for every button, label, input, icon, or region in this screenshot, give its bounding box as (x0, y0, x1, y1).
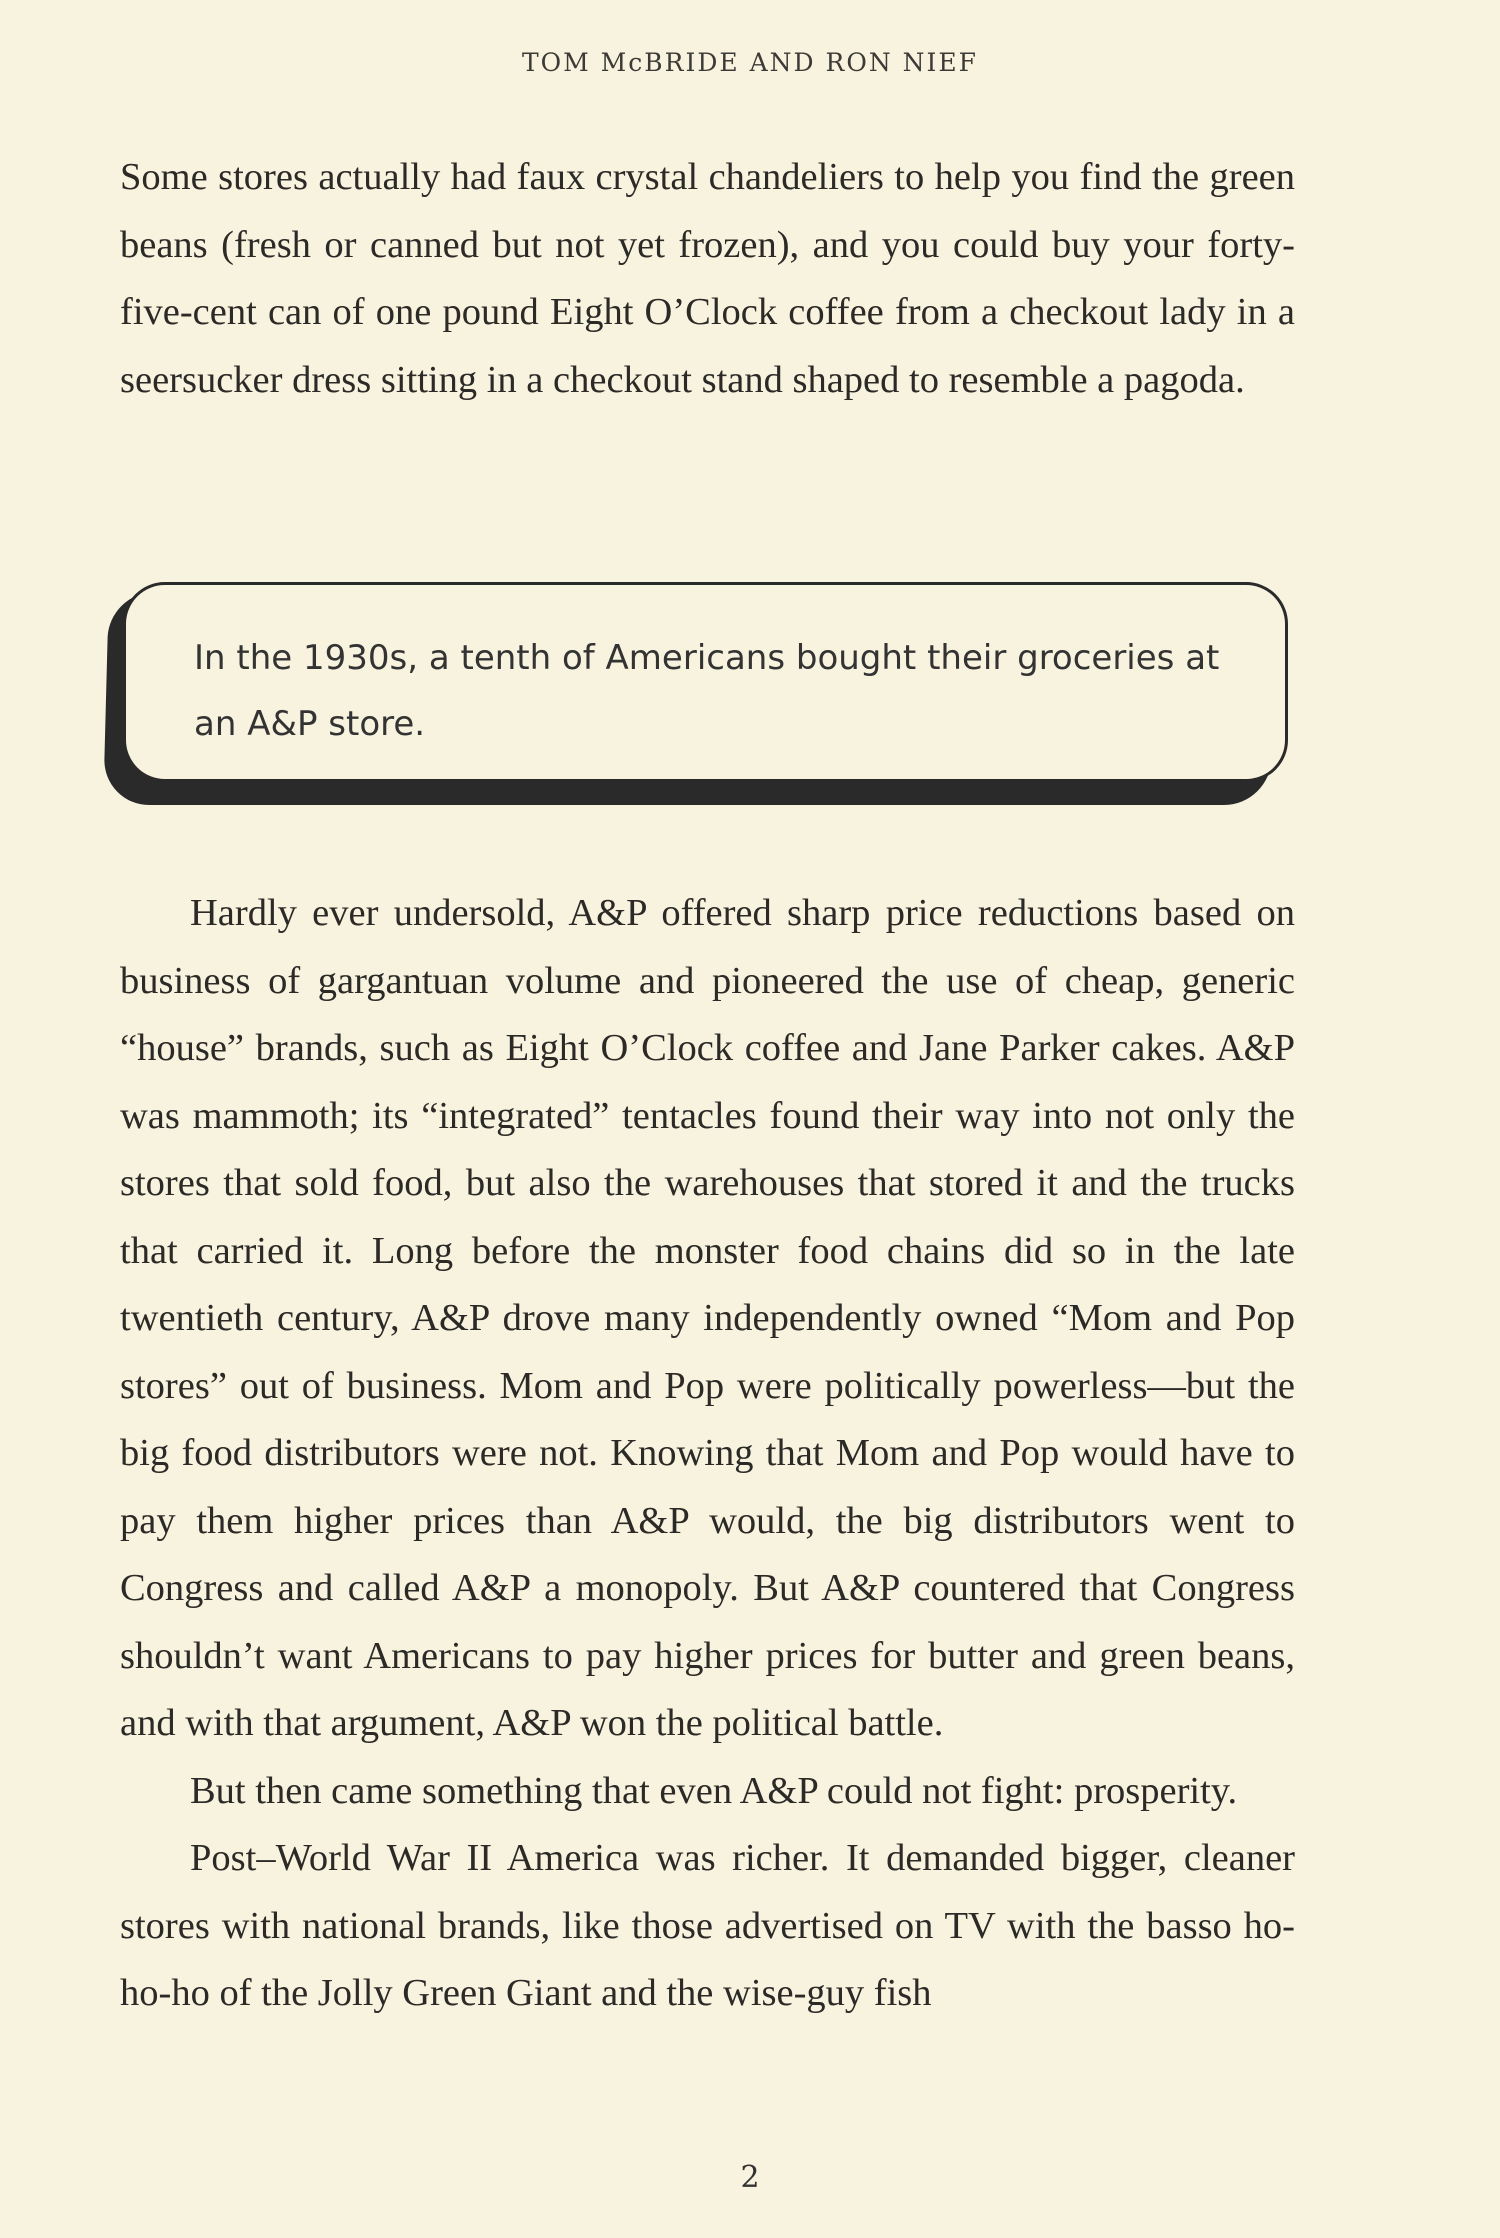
paragraph-1: Some stores actually had faux crystal chandeliers to help you find the green beans (fresh or canned but not yet frozen), and you could buy your forty-five-cent can of one pound Eight O’Clock coffee from a checkout lady in a seersucker dress sitting in a checkout stand shaped to resemble a pagoda. (120, 156, 1295, 401)
paragraph-4: Post–World War II America was richer. It demanded bigger, cleaner stores with national brands, like those advertised on TV with the basso ho-ho-ho of the Jolly Green Giant and the wise-guy fish (120, 1837, 1295, 2014)
page-number: 2 (740, 2160, 760, 2195)
paragraph-2: Hardly ever undersold, A&P offered sharp price reductions based on business of gargantuan volume and pioneered the use of cheap, generic “house” brands, such as Eight O’Clock coffee and Jane Parker cakes. A&P was mammoth; its “integrated” tentacles found their way into not only the stores that sold food, but also the warehouses that stored it and the trucks that carried it. Long before the monster food chains did so in the late twentieth century, A&P drove many independently owned “Mom and Pop stores” out of business. Mom and Pop were politically powerless—but the big food distributors were not. Knowing that Mom and Pop would have to pay them higher prices than A&P would, the big distributors went to Congress and called A&P a monopoly. But A&P countered that Congress shouldn’t want Americans to pay higher prices for butter and green beans, and with that argument, A&P won the political battle. (120, 892, 1295, 1744)
body-text (120, 880, 1295, 2028)
paragraph-3: But then came something that even A&P could not fight: prosperity. (190, 1769, 1238, 1812)
callout-text: In the 1930s, a tenth of Americans bought their groceries at an A&P store. (194, 638, 1220, 744)
opening-paragraph-block (120, 144, 1295, 414)
callout-box (123, 582, 1288, 782)
running-head: TOM McBRIDE AND RON NIEF (521, 48, 979, 77)
